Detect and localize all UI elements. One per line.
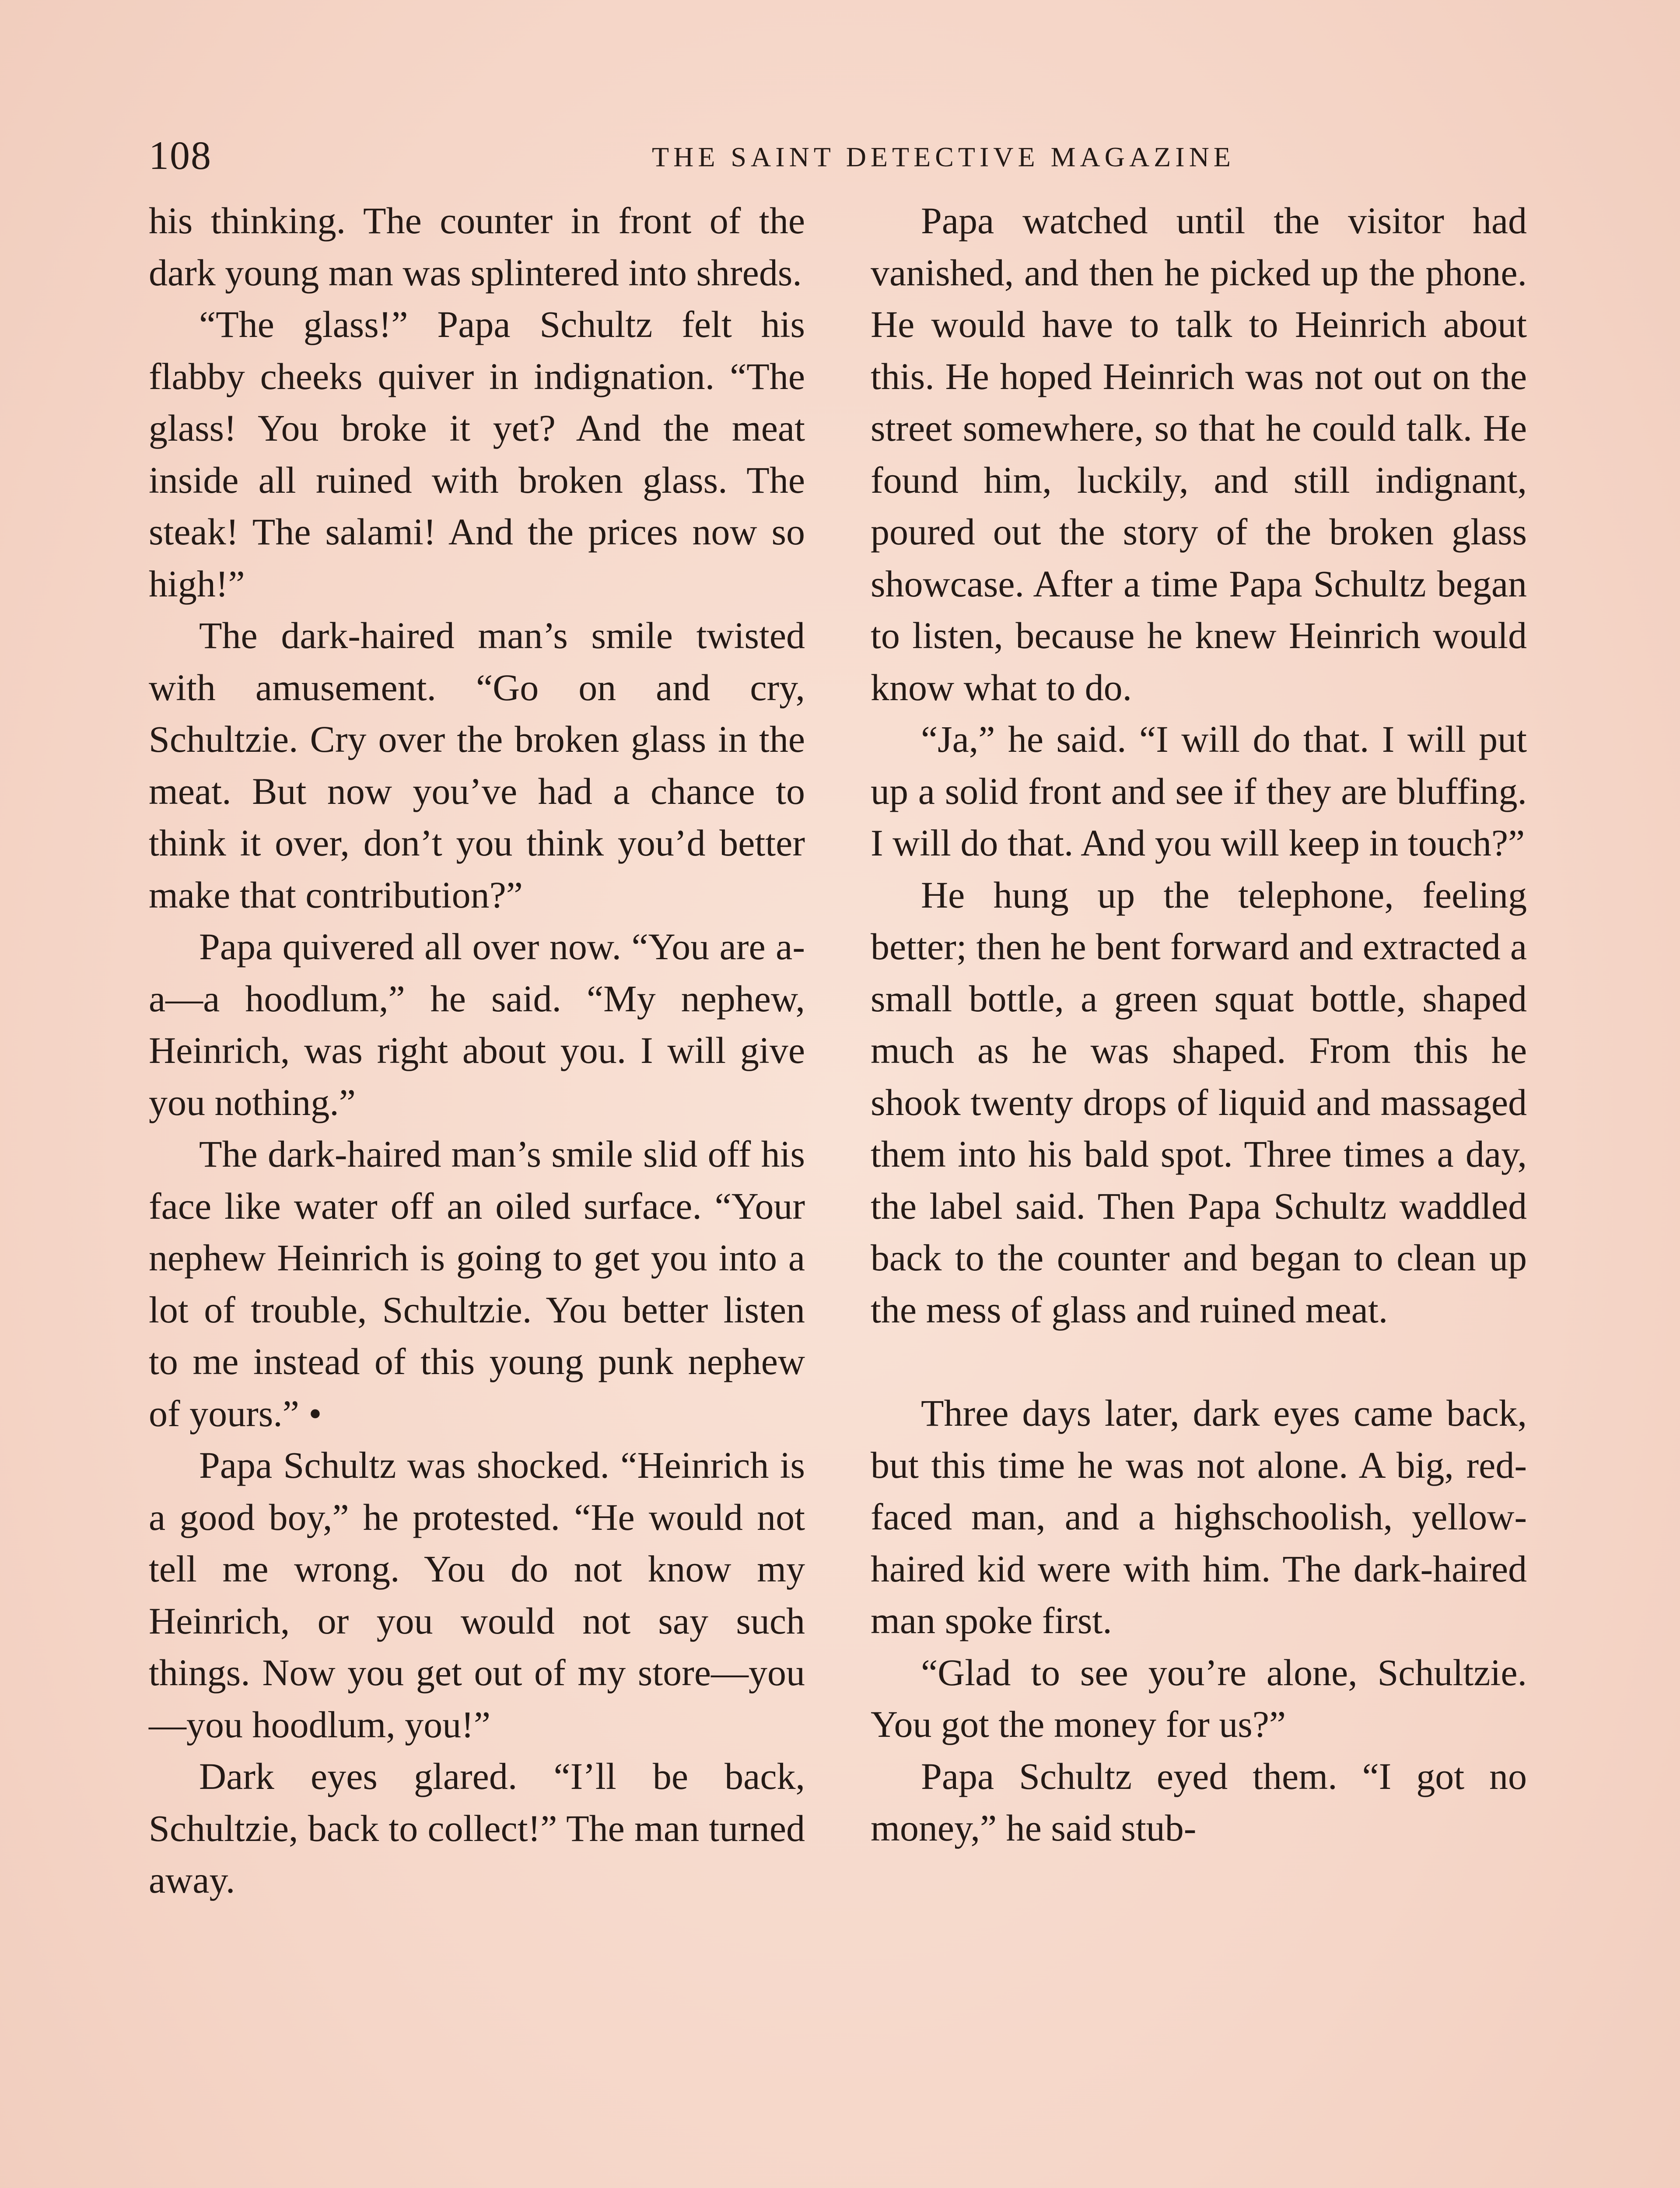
right-column — [871, 195, 1527, 1854]
paragraph: The dark-haired man’s smile twisted with amusement. “Go on and cry, Schultzie. Cry over the broken glass in the meat. But now you’ve had a chance to think it over, don’t you think you’d better make that contribution?” — [149, 614, 805, 916]
paragraph: Papa Schultz eyed them. “I got no money,” he said stub- — [871, 1755, 1527, 1849]
paragraph: “The glass!” Papa Schultz felt his flabby cheeks quiver in indignation. “The glass! You broke it yet? And the meat inside all ruined with broken glass. The steak! The salami! And the prices now so high!” — [149, 303, 805, 605]
paragraph: Dark eyes glared. “I’ll be back, Schultzie, back to collect!” The man turned away. — [149, 1755, 805, 1901]
paragraph: Papa quivered all over now. “You are a-a—a hoodlum,” he said. “My nephew, Heinrich, was right about you. I will give you nothing.” — [149, 926, 805, 1123]
paragraph: Three days later, dark eyes came back, but this time he was not alone. A big, red-faced man, and a highschoolish, yellow-haired kid were with him. The dark-haired man spoke first. — [871, 1392, 1527, 1641]
page-number: 108 — [149, 133, 212, 178]
left-column — [149, 195, 805, 1906]
paragraph: He hung up the telephone, feeling better; then he bent forward and extracted a small bottle, a green squat bottle, shaped much as he was shaped. From this he shook twenty drops of liquid and massaged them into his bald spot. Three times a day, the label said. Then Papa Schultz waddled back to the counter and began to clean up the mess of glass and ruined meat. — [871, 873, 1527, 1331]
paragraph: his thinking. The counter in front of the dark young man was splintered into shreds. — [149, 200, 805, 294]
paragraph: “Glad to see you’re alone, Schultzie. You got the money for us?” — [871, 1651, 1527, 1745]
running-title: THE SAINT DETECTIVE MAGAZINE — [652, 141, 1235, 172]
paragraph: Papa Schultz was shocked. “Heinrich is a good boy,” he protested. “He would not tell me wrong. You do not know my Heinrich, or you would not say such things. Now you get out of my store—you—you hoodlum, you!” — [149, 1444, 805, 1746]
paragraph: Papa watched until the visitor had vanished, and then he picked up the phone. He would have to talk to Heinrich about this. He hoped Heinrich was not out on the street somewhere, so that he could talk. He found him, luckily, and still indignant, poured out the story of the broken glass showcase. After a time Papa Schultz began to listen, because he knew Heinrich would know what to do. — [871, 200, 1527, 708]
paragraph: “Ja,” he said. “I will do that. I will put up a solid front and see if they are bluffing. I will do that. And you will keep in touch?” — [871, 718, 1527, 864]
paragraph: The dark-haired man’s smile slid off his face like water off an oiled surface. “Your nephew Heinrich is going to get you into a lot of trouble, Schultzie. You better listen to me instead of this young punk nephew of yours.” • — [149, 1133, 805, 1434]
page-header — [149, 131, 1531, 184]
